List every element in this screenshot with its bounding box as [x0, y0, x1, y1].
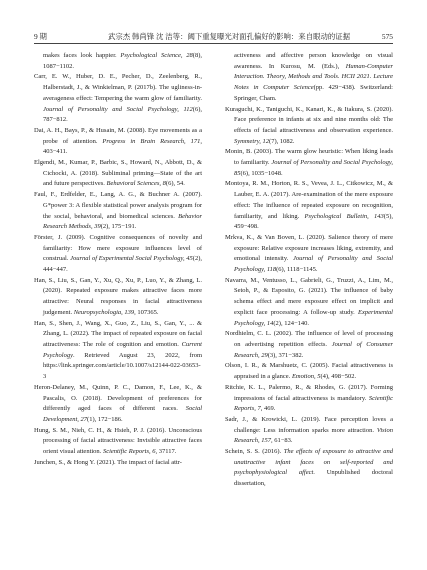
- reference-entry: [225, 415, 393, 447]
- reference-source-italic: Behavior Research Methods, 39: [43, 212, 202, 231]
- reference-text: Navarra, M., Ventusso, L., Gabrieli, G., Truzzi, A., Lim, M., Setoh, P., & Esposito, G. (2021). The influence of baby schema effect and mere exposure effect on implicit and explicit face processing: A follow-up study.: [225, 276, 393, 316]
- reference-entry: [225, 51, 393, 105]
- reference-text-tail: , 403−411.: [43, 137, 202, 156]
- reference-text-tail: , 469.: [260, 405, 276, 413]
- reference-source-italic: Symmetry, 12: [234, 137, 270, 145]
- reference-text-tail: (1), 172−186.: [87, 415, 123, 423]
- reference-source-italic: Scientific Reports, 6: [102, 448, 156, 456]
- reference-entry: [34, 276, 202, 319]
- reference-entry: [225, 447, 393, 490]
- reference-text-tail: (2), 444−447.: [43, 255, 202, 274]
- reference-source-italic: Scientific Reports, 7: [234, 394, 393, 413]
- reference-entry: [34, 319, 202, 383]
- reference-text: Han, S., Shen, J., Wang, X., Guo, Z., Liu, S., Gan, Y., ... & Zhang, L. (2022). The impact of repeated exposure on facial attractiveness: The role of cognition and emotion.: [34, 319, 202, 348]
- references-left-column: [34, 51, 202, 468]
- reference-entry: [225, 147, 393, 179]
- reference-text: Faul, F., Erdfelder, E., Lang, A. G., & Buchner A. (2007). G*power 3: A flexible statistical power analysis program for the social, behavioral, and biomedical sciences.: [34, 191, 202, 220]
- reference-source-italic: The effects of exposure to attractive and unattractive infant faces on self-reported and psychophysiological affect: [234, 448, 393, 477]
- reference-entry: [34, 126, 202, 158]
- reference-text: Monin, B. (2003). The warm glow heuristic: When liking leads to familiarity.: [225, 148, 393, 167]
- reference-text-tail: (6), 1118−1145.: [276, 266, 318, 274]
- reference-source-italic: Journal of Personality and Social Psychology, 85: [234, 159, 393, 177]
- reference-source-italic: Journal of Personality and Social Psychology, 112: [43, 105, 193, 113]
- reference-source-italic: Vision Research, 157: [234, 426, 393, 445]
- reference-entry: [225, 179, 393, 233]
- reference-text: Förster, J. (2009). Cognitive consequences of novelty and familiarity: How mere exposure influences level of construal.: [34, 233, 202, 263]
- reference-text: Sadr, J., & Krowicki, L. (2019). Face perception loves a challenge: Less information sparks more attraction.: [225, 415, 393, 434]
- reference-source-italic: Psychological Bulletin, 143: [304, 212, 384, 220]
- reference-text: activeness and affective person knowledge on visual awareness. In Kurosu, M. (Eds.),: [234, 52, 393, 70]
- header-authors-and-title: 武宗杰 韩尚锋 沈 洁等：阈下重复曝光对面孔偏好的影响：来自眼动的证据: [108, 32, 351, 41]
- reference-entry: [34, 426, 202, 458]
- reference-text: Hung, S. M., Nieh, C. H., & Hsieh, P. J. (2016). Unconscious processing of facial attractiveness: Invisible attractive faces orient visual attention.: [34, 426, 202, 456]
- reference-entry: [34, 383, 202, 426]
- reference-text: Montoya, R. M., Horton, R. S., Vevea, J. L., Citkowicz, M., & Lauber, E. A. (2017). Are-examination of the mere exposure effect: The influence of repeated exposure on recognition, familiarity, and liking.: [225, 180, 393, 220]
- reference-entry: [225, 105, 393, 148]
- reference-text: Nordhielm, C. L. (2002). The influence of level of processing on advertising repetition effects.: [225, 330, 393, 348]
- reference-text: makes faces look happier.: [43, 52, 121, 59]
- reference-text-tail: (2), 175−191.: [100, 223, 137, 231]
- reference-text-tail: . Unpublished doctoral dissertation,: [234, 469, 393, 488]
- reference-entry: [34, 458, 202, 469]
- reference-entry: [34, 233, 202, 276]
- reference-text: Mrkva, K., & Van Boven, L. (2020). Salience theory of mere exposure: Relative exposure increases liking, extremity, and emotional intensity.: [225, 233, 393, 263]
- reference-entry: [225, 361, 393, 382]
- reference-source-italic: Emotion, 5: [291, 373, 321, 381]
- reference-text: Dai, A. H., Bays, P., & Husain, M. (2008). Eye movements as a probe of attention.: [34, 126, 202, 145]
- reference-source-italic: Experimental Psychology, 14: [234, 308, 393, 327]
- reference-entry: [225, 233, 393, 276]
- reference-entry: [34, 158, 202, 190]
- running-header: [34, 31, 393, 44]
- reference-text-tail: (7), 1082.: [269, 137, 295, 145]
- reference-source-italic: Current Psychology: [43, 340, 202, 359]
- reference-entry: [34, 51, 202, 72]
- reference-text-tail: . Retrieved August 23, 2022, from https://link.springer.com/article/10.1007/s12144-022-03653-3: [43, 351, 202, 381]
- reference-source-italic: Progress in Brain Research, 171: [102, 137, 201, 145]
- reference-source-italic: Journal of Consumer Research, 29: [234, 340, 393, 359]
- reference-text: Kuraguchi, K., Taniguchi, K., Kanari, K., & Itakura, S. (2020). Face preference in infants at six and nine months old: The effects of facial attractiveness and observation experience.: [225, 105, 393, 134]
- reference-text-tail: , 61−83.: [270, 437, 293, 445]
- reference-text: Schein, S. S. (2016).: [225, 448, 284, 456]
- reference-entry: [225, 276, 393, 330]
- reference-text-tail: (3), 371−382.: [267, 351, 304, 359]
- reference-text: Junchen, S., & Hong Y. (2021). The impact of facial attr-: [34, 458, 182, 466]
- reference-text: Ritchie, K. L., Palermo, R., & Rhodes, G. (2017). Forming impressions of facial attractiveness is mandatory.: [225, 383, 393, 402]
- reference-text-tail: , 37117.: [155, 448, 177, 456]
- reference-text-tail: (6), 787−812.: [43, 105, 202, 124]
- reference-text: Elgendi, M., Kumar, P., Barbic, S., Howard, N., Abbott, D., & Cichocki, A. (2018). Subliminal priming—State of the art and future perspectives.: [34, 159, 202, 188]
- reference-text-tail: (6), 54.: [165, 180, 185, 188]
- reference-source-italic: Journal of Personality and Social Psychology, 118: [234, 255, 393, 274]
- reference-text: Carr, E. W., Huber, D. E., Pecher, D., Zeelenberg, R., Halberstadt, J., & Winkielman, P. (2017b). The ugliness-in-averageness effect: Tempering the warm glow of familiarity.: [34, 73, 202, 102]
- reference-entry: [225, 329, 393, 361]
- reference-entry: [225, 383, 393, 415]
- reference-entry: [34, 72, 202, 126]
- reference-text: Olson, I. R., & Marshuetz, C. (2005). Facial attractiveness is appraised in a glance.: [225, 362, 393, 381]
- reference-text-tail: (4), 498−502.: [320, 373, 357, 381]
- reference-source-italic: Neuropsychologia, 139: [73, 308, 135, 316]
- reference-source-italic: Journal of Experimental Social Psychology, 45: [70, 255, 193, 263]
- reference-source-italic: Psychological Science, 28: [120, 52, 193, 59]
- reference-text-tail: (pp. 429−438). Switzerland: Springer, Cham.: [234, 84, 393, 102]
- reference-source-italic: Behavioral Sciences, 8: [106, 180, 166, 188]
- reference-text-tail: (6), 1035−1048.: [240, 169, 283, 177]
- reference-text-tail: (2), 124−140.: [273, 319, 309, 327]
- reference-entry: [34, 190, 202, 233]
- reference-text-tail: , 107365.: [134, 308, 159, 316]
- page-number: 575: [381, 32, 393, 41]
- reference-text-tail: (5), 459−498.: [234, 212, 393, 231]
- reference-text: Han, S., Liu, S., Gan, Y., Xu, Q., Xu, P., Luo, Y., & Zhang, L. (2020). Repeated exposure makes attractive faces more attractive: Neural responses in facial attractiveness judgement.: [34, 276, 202, 316]
- reference-text: Heron-Delaney, M., Quinn, P. C., Damon, F., Lee, K., & Pascalis, O. (2018). Development of preferences for differently aged faces of different races.: [34, 383, 202, 413]
- reference-source-italic: Social Development, 27: [43, 405, 202, 423]
- reference-text-tail: (8), 1087−1102.: [43, 52, 202, 70]
- references-right-column: [225, 51, 393, 490]
- issue-number: 9 期: [34, 32, 47, 41]
- reference-source-italic: Human-Computer Interaction. Theory, Methods and Tools. HCII 2021. Lecture Notes in Computer Science: [234, 62, 393, 92]
